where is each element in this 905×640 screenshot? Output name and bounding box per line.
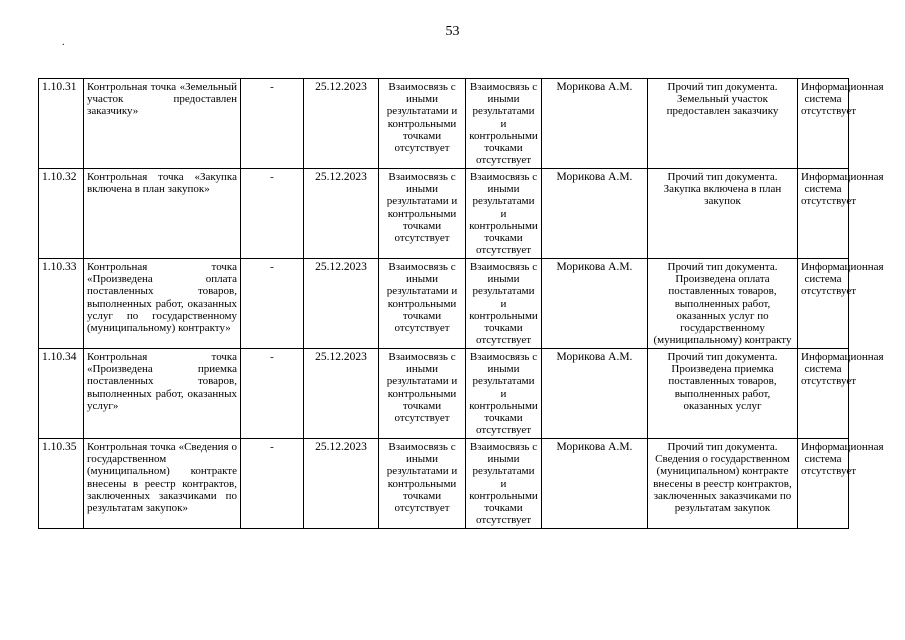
document-type: Прочий тип документа. Произведена оплата поставленных товаров, выполненных работ, оказанных услуг по государственному (муниципальному) контракту: [648, 259, 798, 349]
relation-previous: Взаимосвязь с иными результатами и контрольными точками отсутствует: [379, 439, 466, 529]
relation-previous: Взаимосвязь с иными результатами и контрольными точками отсутствует: [379, 169, 466, 259]
information-system: Информационная система отсутствует: [798, 169, 849, 259]
empty-value-dash: -: [241, 79, 304, 169]
relation-previous: Взаимосвязь с иными результатами и контрольными точками отсутствует: [379, 79, 466, 169]
deadline-date: 25.12.2023: [304, 349, 379, 439]
relation-next: Взаимосвязь с иными результатами и контрольными точками отсутствует: [466, 79, 542, 169]
control-point-name: Контрольная точка «Земельный участок предоставлен заказчику»: [84, 79, 241, 169]
deadline-date: 25.12.2023: [304, 259, 379, 349]
responsible-person: Морикова А.М.: [542, 439, 648, 529]
empty-value-dash: -: [241, 169, 304, 259]
control-point-name: Контрольная точка «Произведена оплата поставленных товаров, выполненных работ, оказанных услуг по государственному (муниципальному) контракту»: [84, 259, 241, 349]
responsible-person: Морикова А.М.: [542, 169, 648, 259]
relation-next: Взаимосвязь с иными результатами и контрольными точками отсутствует: [466, 349, 542, 439]
table-row: [39, 259, 849, 349]
deadline-date: 25.12.2023: [304, 439, 379, 529]
relation-next: Взаимосвязь с иными результатами и контрольными точками отсутствует: [466, 259, 542, 349]
document-type: Прочий тип документа. Закупка включена в план закупок: [648, 169, 798, 259]
deadline-date: 25.12.2023: [304, 169, 379, 259]
information-system: Информационная система отсутствует: [798, 349, 849, 439]
document-type: Прочий тип документа. Земельный участок предоставлен заказчику: [648, 79, 798, 169]
empty-value-dash: -: [241, 439, 304, 529]
stray-mark: .: [62, 37, 65, 48]
relation-previous: Взаимосвязь с иными результатами и контрольными точками отсутствует: [379, 349, 466, 439]
row-number: 1.10.32: [39, 169, 84, 259]
empty-value-dash: -: [241, 259, 304, 349]
control-point-name: Контрольная точка «Закупка включена в план закупок»: [84, 169, 241, 259]
document-type: Прочий тип документа. Произведена приемка поставленных товаров, выполненных работ, оказанных услуг: [648, 349, 798, 439]
document-type: Прочий тип документа. Сведения о государственном (муниципальном) контракте внесены в реестр контрактов, заключенных заказчиками по результатам закупок: [648, 439, 798, 529]
table-row: [39, 79, 849, 169]
information-system: Информационная система отсутствует: [798, 259, 849, 349]
responsible-person: Морикова А.М.: [542, 349, 648, 439]
information-system: Информационная система отсутствует: [798, 79, 849, 169]
table-row: [39, 169, 849, 259]
responsible-person: Морикова А.М.: [542, 79, 648, 169]
page-number: 53: [445, 24, 460, 39]
control-point-name: Контрольная точка «Сведения о государственном (муниципальном) контракте внесены в реестр контрактов, заключенных заказчиками по результатам закупок»: [84, 439, 241, 529]
relation-previous: Взаимосвязь с иными результатами и контрольными точками отсутствует: [379, 259, 466, 349]
row-number: 1.10.34: [39, 349, 84, 439]
deadline-date: 25.12.2023: [304, 79, 379, 169]
control-points-table: [38, 78, 884, 529]
row-number: 1.10.31: [39, 79, 84, 169]
row-number: 1.10.33: [39, 259, 84, 349]
row-number: 1.10.35: [39, 439, 84, 529]
table-row: [39, 349, 849, 439]
relation-next: Взаимосвязь с иными результатами и контрольными точками отсутствует: [466, 439, 542, 529]
empty-value-dash: -: [241, 349, 304, 439]
responsible-person: Морикова А.М.: [542, 259, 648, 349]
information-system: Информационная система отсутствует: [798, 439, 849, 529]
control-point-name: Контрольная точка «Произведена приемка поставленных товаров, выполненных работ, оказанных услуг»: [84, 349, 241, 439]
relation-next: Взаимосвязь с иными результатами и контрольными точками отсутствует: [466, 169, 542, 259]
table-row: [39, 439, 849, 529]
